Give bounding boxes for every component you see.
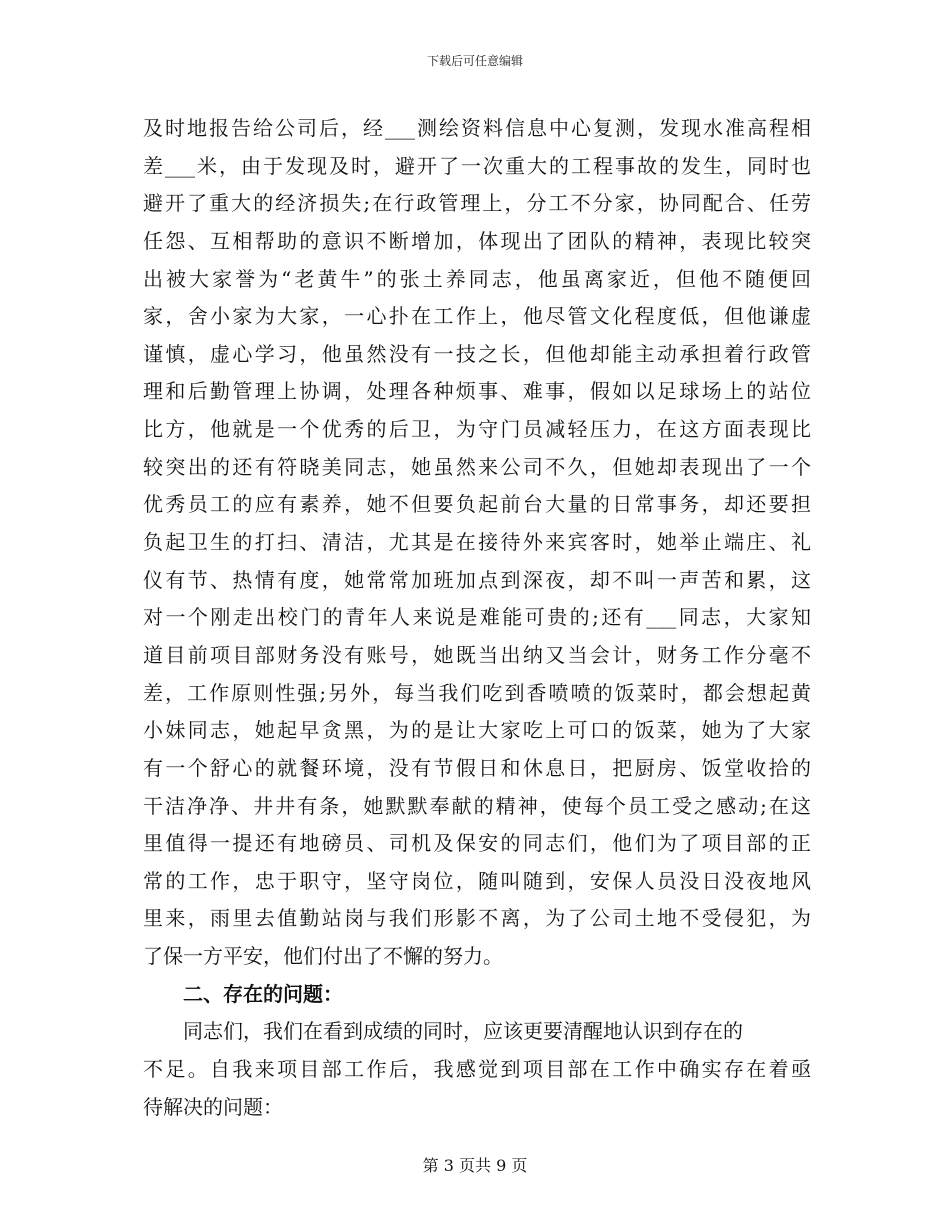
page-number-footer: 第 3 页共 9 页	[422, 1156, 528, 1175]
text-line-last: 了保一方平安，他们付出了不懈的努力。	[143, 944, 503, 969]
text-line: 干洁净净、井井有条，她默默奉献的精神，使每个员工受之感动;在这	[143, 793, 811, 818]
text-line: 仪有节、热情有度，她常常加班加点到深夜，却不叫一声苦和累，这	[143, 567, 811, 592]
section-heading: 二、存在的问题：	[183, 981, 343, 1006]
text-line: 任怨、互相帮助的意识不断增加，体现出了团队的精神，表现比较突	[143, 228, 811, 253]
text-line: 及时地报告给公司后，经___测绘资料信息中心复测，发现水准高程相	[143, 116, 811, 140]
text-line: 里来，雨里去值勤站岗与我们形影不离，为了公司土地不受侵犯，为	[143, 906, 811, 931]
text-line-indented: 同志们，我们在看到成绩的同时，应该更要清醒地认识到存在的	[183, 1019, 743, 1044]
text-line: 谨慎，虚心学习，他虽然没有一技之长，但他却能主动承担着行政管	[143, 341, 811, 366]
text-line: 优秀员工的应有素养，她不但要负起前台大量的日常事务，却还要担	[143, 492, 811, 517]
text-line: 理和后勤管理上协调，处理各种烦事、难事，假如以足球场上的站位	[143, 379, 811, 404]
text-line: 差___米，由于发现及时，避开了一次重大的工程事故的发生，同时也	[143, 153, 811, 178]
page-header: 下载后可任意编辑	[426, 54, 523, 68]
text-line: 差，工作原则性强;另外，每当我们吃到香喷喷的饭菜时，都会想起黄	[143, 680, 811, 705]
text-line: 对一个刚走出校门的青年人来说是难能可贵的;还有___同志，大家知	[143, 605, 811, 630]
text-line: 常的工作，忠于职守，坚守岗位，随叫随到，安保人员没日没夜地风	[143, 868, 811, 893]
text-line: 家，舍小家为大家，一心扑在工作上，他尽管文化程度低，但他谦虚	[143, 304, 811, 329]
text-line: 道目前项目部财务没有账号，她既当出纳又当会计，财务工作分毫不	[143, 642, 811, 667]
text-line: 比方，他就是一个优秀的后卫，为守门员减轻压力，在这方面表现比	[143, 417, 811, 442]
text-line: 较突出的还有符晓美同志，她虽然来公司不久，但她却表现出了一个	[143, 454, 811, 479]
document-body	[143, 110, 811, 1126]
text-line: 里值得一提还有地磅员、司机及保安的同志们，他们为了项目部的正	[143, 831, 811, 856]
text-line: 小妹同志，她起早贪黑，为的是让大家吃上可口的饭菜，她为了大家	[143, 718, 811, 743]
text-line: 不足。自我来项目部工作后，我感觉到项目部在工作中确实存在着亟	[143, 1057, 811, 1082]
text-line-last: 待解决的问题：	[143, 1094, 283, 1119]
text-line: 出被大家誉为“老黄牛”的张土养同志，他虽离家近，但他不随便回	[143, 266, 811, 291]
text-line: 有一个舒心的就餐环境，没有节假日和休息日，把厨房、饭堂收拾的	[143, 755, 811, 780]
text-line: 负起卫生的打扫、清洁，尤其是在接待外来宾客时，她举止端庄、礼	[143, 530, 811, 555]
text-line: 避开了重大的经济损失;在行政管理上，分工不分家，协同配合、任劳	[143, 191, 811, 216]
